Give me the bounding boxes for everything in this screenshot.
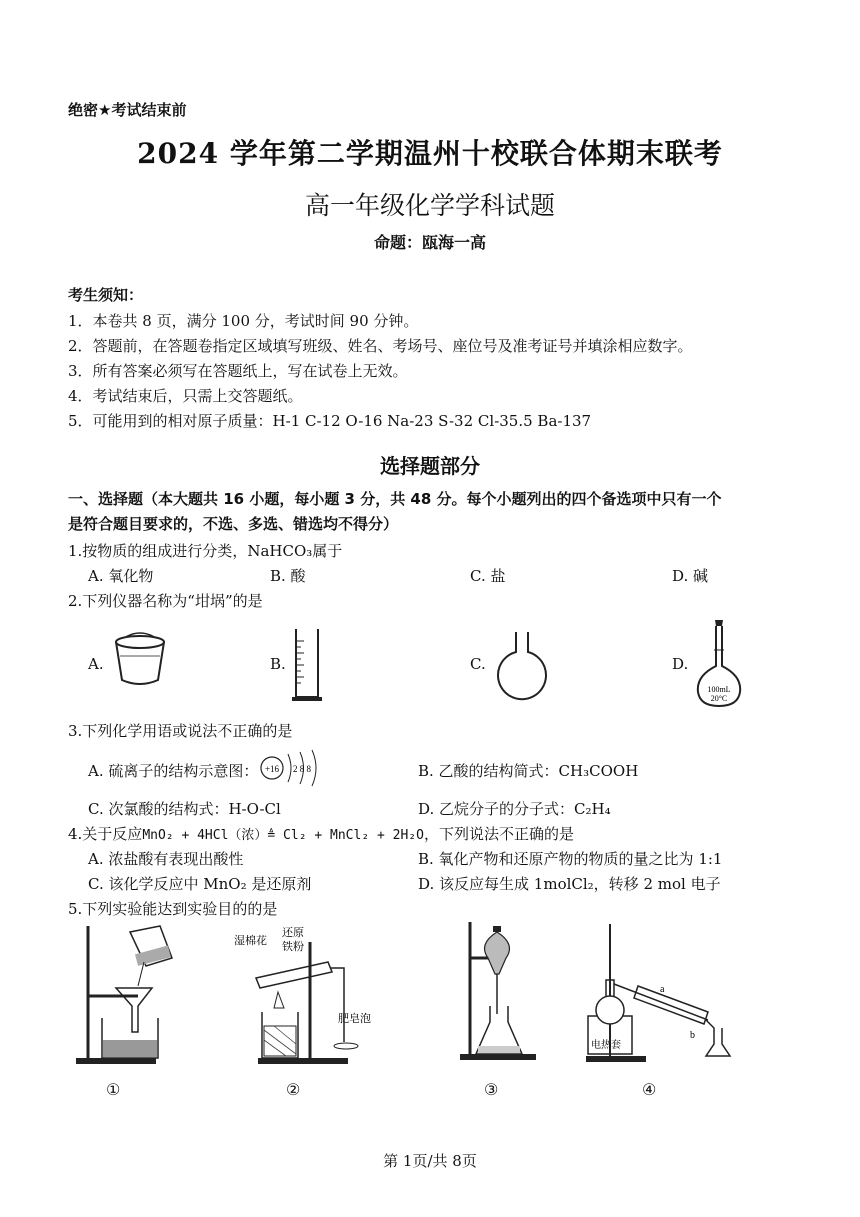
q4-option-b: B. 氧化产物和还原产物的物质的量之比为 1:1 (418, 850, 723, 868)
label-iron-powder: 铁粉 (282, 940, 304, 953)
figure-number-1: ① (106, 1080, 121, 1099)
graduated-cylinder-image (292, 627, 322, 705)
q2-label-a: A. (88, 655, 104, 673)
q2-label-c: C. (470, 655, 486, 673)
section-title: 选择题部分 (380, 454, 480, 478)
q4-option-d: D. 该反应每生成 1molCl₂，转移 2 mol 电子 (418, 875, 721, 893)
q4-option-a: A. 浓盐酸有表现出酸性 (88, 850, 244, 868)
note-item: 5．可能用到的相对原子质量：H-1 C-12 O-16 Na-23 S-32 Cl-35.5 Ba-137 (68, 412, 592, 430)
notes-title: 考生须知： (68, 286, 144, 304)
diagram-nucleus-label: +16 (264, 764, 280, 774)
q3-option-d: D. 乙烷分子的分子式：C₂H₄ (418, 800, 611, 818)
iron-steam-reaction-image (228, 922, 371, 1072)
distillation-apparatus-image (578, 920, 738, 1070)
sulfide-ion-diagram (258, 748, 334, 788)
volumetric-flask-image (694, 616, 744, 708)
figure-number-3: ③ (484, 1080, 499, 1099)
flask-temp-label: 20°C (710, 694, 728, 703)
q2-label-b: B. (270, 655, 286, 673)
round-bottom-flask-image (494, 630, 550, 696)
question-1-stem: 1.按物质的组成进行分类，NaHCO₃属于 (68, 542, 343, 560)
note-item: 4．考试结束后，只需上交答题纸。 (68, 387, 303, 405)
crucible-image (110, 632, 170, 692)
q1-option-a: A. 氧化物 (88, 567, 154, 585)
exam-author: 命题：瓯海一高 (373, 233, 486, 252)
q3-option-b: B. 乙酸的结构简式：CH₃COOH (418, 762, 639, 780)
question-4-stem (68, 823, 574, 844)
q4-stem-suffix: ，下列说法不正确的是 (423, 825, 574, 843)
label-wet-cotton: 湿棉花 (234, 934, 267, 947)
q4-equation: MnO₂ + 4HCl（浓）≜ Cl₂ + MnCl₂ + 2H₂O (142, 828, 424, 843)
flask-volume-label: 100mL (707, 685, 731, 694)
separatory-funnel-apparatus-image (456, 918, 546, 1068)
mark-a: a (660, 984, 665, 995)
exam-title: 2024 学年第二学期温州十校联合体期末联考 (137, 137, 723, 170)
q3-option-a: A. 硫离子的结构示意图： (88, 762, 259, 780)
label-reduced: 还原 (282, 926, 304, 939)
question-3-stem: 3.下列化学用语或说法不正确的是 (68, 722, 293, 740)
note-item: 1．本卷共 8 页，满分 100 分，考试时间 90 分钟。 (68, 312, 419, 330)
diagram-shell-label: 2 8 8 (293, 764, 311, 774)
label-soap-bubble: 肥皂泡 (338, 1012, 371, 1025)
exam-subtitle: 高一年级化学学科试题 (304, 191, 555, 220)
section-instructions-cont: 是符合题目要求的，不选、多选、错选均不得分） (68, 515, 399, 533)
note-item: 2．答题前，在答题卷指定区域填写班级、姓名、考场号、座位号及准考证号并填涂相应数字。 (68, 337, 693, 355)
q1-option-b: B. 酸 (270, 567, 306, 585)
q1-option-d: D. 碱 (672, 567, 709, 585)
question-2-stem: 2.下列仪器名称为“坩埚”的是 (68, 592, 263, 610)
confidential-label: 绝密★考试结束前 (68, 101, 187, 119)
question-5-stem: 5.下列实验能达到实验目的的是 (68, 900, 278, 918)
note-item: 3．所有答案必须写在答题纸上，写在试卷上无效。 (68, 362, 408, 380)
filtration-apparatus-image (72, 922, 182, 1072)
q4-stem-prefix: 4.关于反应 (68, 825, 143, 843)
label-heating-mantle: 电热套 (591, 1040, 621, 1051)
q4-option-c: C. 该化学反应中 MnO₂ 是还原剂 (88, 875, 312, 893)
page-footer: 第 1页/共 8页 (383, 1152, 477, 1170)
q2-label-d: D. (672, 655, 689, 673)
figure-number-4: ④ (642, 1080, 657, 1099)
figure-number-2: ② (286, 1080, 301, 1099)
section-instructions: 一、选择题（本大题共 16 小题，每小题 3 分，共 48 分。每个小题列出的四个备选项中只有一个 (68, 490, 722, 508)
q3-option-c: C. 次氯酸的结构式：H-O-Cl (88, 800, 281, 818)
mark-b: b (690, 1030, 695, 1041)
q1-option-c: C. 盐 (470, 567, 506, 585)
